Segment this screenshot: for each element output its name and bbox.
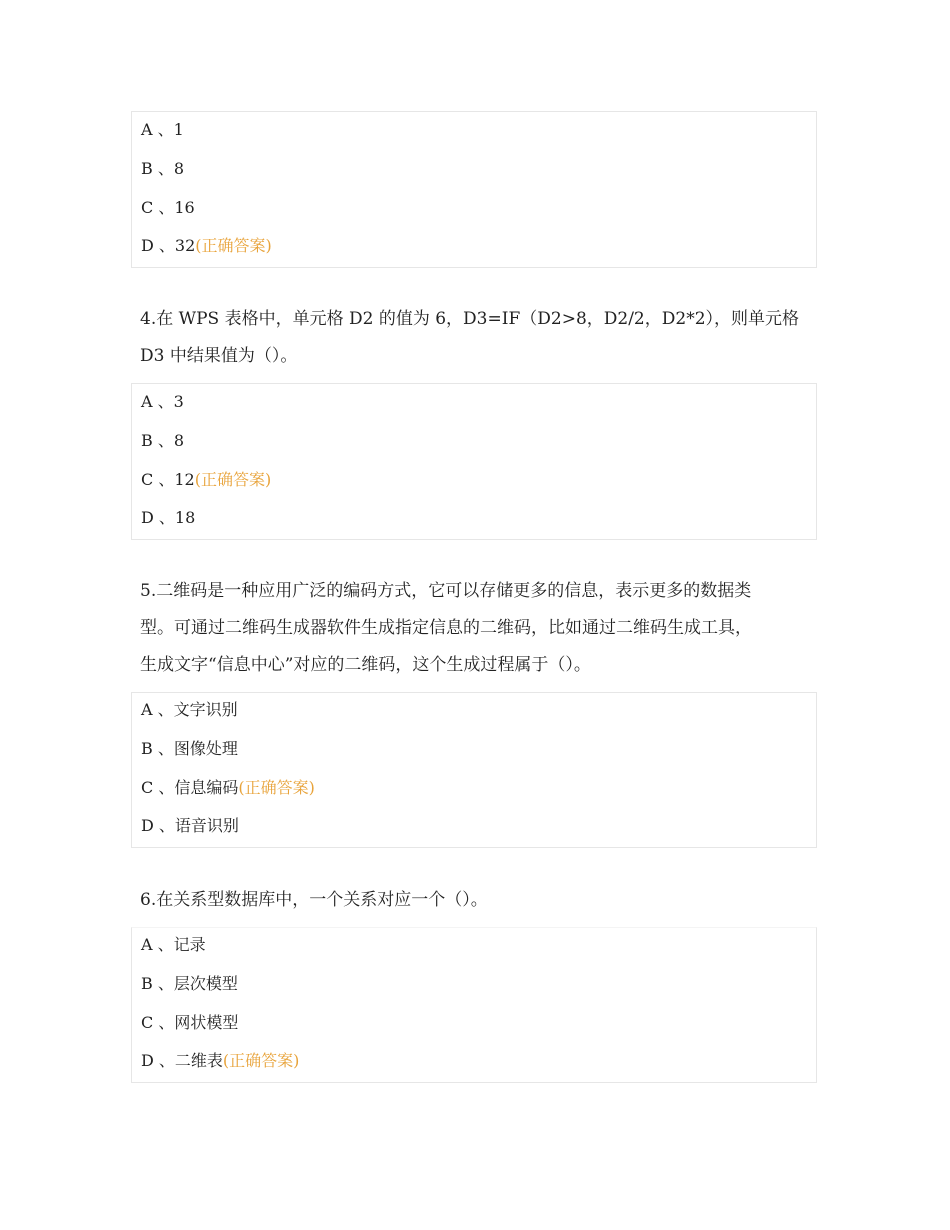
question-5-line-3: 生成文字“信息中心”对应的二维码，这个生成过程属于（）。 [140, 655, 591, 675]
question-4 [140, 301, 810, 375]
question-5-line-1: 5.二维码是一种应用广泛的编码方式，它可以存储更多的信息，表示更多的数据类 [140, 581, 752, 601]
correct-answer-mark: (正确答案) [194, 470, 272, 489]
option-a: A 、记录 [141, 935, 206, 954]
question-4-line-2: D3 中结果值为（）。 [140, 346, 298, 366]
options-box-q4 [131, 383, 817, 540]
option-a: A 、3 [141, 392, 184, 411]
correct-answer-mark: (正确答案) [195, 236, 272, 255]
option-d: D 、32(正确答案) [141, 236, 272, 255]
option-b: B 、8 [141, 431, 185, 450]
correct-answer-mark: (正确答案) [222, 1051, 300, 1070]
option-c: C 、信息编码(正确答案) [141, 778, 315, 797]
question-5 [140, 573, 810, 684]
option-d: D 、二维表(正确答案) [141, 1051, 300, 1070]
option-b: B 、层次模型 [141, 974, 238, 993]
option-c: C 、16 [141, 198, 195, 217]
correct-answer-mark: (正确答案) [238, 778, 315, 797]
option-c: C 、网状模型 [141, 1013, 239, 1032]
question-6 [140, 882, 810, 919]
option-d: D 、18 [141, 508, 196, 527]
question-4-line-1: 4.在 WPS 表格中，单元格 D2 的值为 6，D3=IF（D2>8，D2/2，D2*2），则单元格 [140, 309, 800, 329]
option-a: A 、1 [141, 120, 184, 139]
question-6-line-1: 6.在关系型数据库中，一个关系对应一个（）。 [140, 890, 488, 910]
option-b: B 、8 [141, 159, 185, 178]
options-box-q5 [131, 692, 817, 848]
options-box-q6 [131, 927, 817, 1083]
option-b: B 、图像处理 [141, 739, 238, 758]
options-box-q3 [131, 111, 817, 268]
question-5-line-2: 型。可通过二维码生成器软件生成指定信息的二维码，比如通过二维码生成工具， [140, 618, 752, 638]
option-a: A 、文字识别 [141, 700, 238, 719]
option-d: D 、语音识别 [141, 816, 239, 835]
option-c: C 、12(正确答案) [141, 470, 272, 489]
